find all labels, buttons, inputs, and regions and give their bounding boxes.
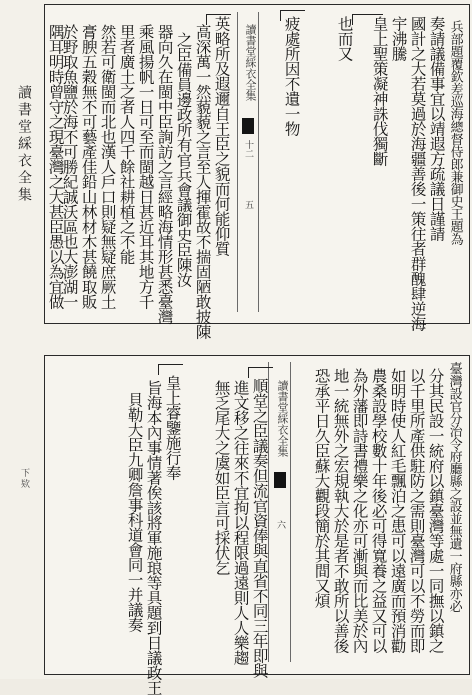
text-column: 高深萬一然藐藐之言至人揮霍故不揣固陋敢披陳 (193, 24, 212, 339)
text-column: 然若可衛閩而北也漢人戶口則疑無疑庶厥土 (98, 24, 117, 309)
text-column: 宇沸騰 (389, 16, 408, 61)
text-column: 旨海本內事情著俟該將軍施琅等具題到日議政王 (144, 380, 163, 695)
folio-mark: 六 (275, 520, 285, 529)
text-column: 於野取魚鹽於海不可勝紀誠沃區也大澎湖一 (60, 24, 79, 309)
text-column: 貝勒大臣九卿詹事科道會同一并議奏 (125, 392, 144, 632)
text-column: 兵部題覆欽差巡海總督侍郎兼御史王題為 (447, 20, 463, 245)
text-column: 為外藩即詩書禮樂之化亦可漸與而比美於內 (350, 368, 369, 653)
text-column: 也而又 (335, 16, 354, 61)
text-column: 皇上聖策凝神誅伐獨斷 (370, 16, 389, 166)
folio-mark: 十二 (243, 140, 253, 158)
book-title: 讀書堂綵衣全集 (16, 85, 32, 204)
text-column: 英略所及遐邇自王臣之貌而何能仰質 (212, 16, 231, 256)
column-divider (258, 12, 259, 312)
heading-mark (248, 367, 273, 378)
text-column: 膏腴五穀無不可藝產佳鉛山林材木甚饒取販 (79, 24, 98, 309)
column-divider (237, 12, 238, 312)
text-column: 國計之大若莫過於海疆善後一策往者群醜肆逆海 (408, 16, 427, 331)
column-divider (290, 362, 291, 662)
text-column: 隅耳明時曾守之現臺灣之大甚臣愚以為宜做 (46, 24, 65, 309)
text-column: 順堂之臣議奏但流官資俸與直省不同三年即與 (250, 378, 269, 678)
text-column: 疲處所因不遺一物 (282, 16, 301, 136)
page-label: 下欵 (19, 468, 29, 490)
text-column: 進文移之往來不宜拘以程限過遠則人人樂趨 (231, 380, 250, 665)
text-column: 農桑設學校數十年後必可得寬養之益又可以 (369, 368, 388, 653)
running-header: 讀書堂綵衣全集 (244, 24, 257, 101)
text-column: 分其民設一統府以鎮臺灣等處一同撫以鎮之 (426, 368, 445, 653)
text-column: 以千里所產供駐防之需則臺灣可以不勞而即 (407, 368, 426, 653)
text-column: 皇上睿鑒施行奉 (163, 375, 182, 480)
folio-mark: 五 (243, 200, 253, 209)
text-column: 臺灣設官分治令府廳縣之設並無遺一府縣亦必 (446, 362, 462, 612)
text-column: 如明時使人紅毛飄泊之患可以遠廣而預消勸 (388, 368, 407, 653)
heading-mark (158, 364, 183, 375)
fishtail-mark (242, 118, 254, 134)
text-column: 乘風揚帆一日可至而閩越日甚近耳其地方千 (136, 24, 155, 309)
running-header: 讀書堂綵衣全集 (276, 380, 289, 457)
text-column: 里者廣土之者人四千餘社耕植之不能 (117, 24, 136, 264)
text-column: 之臣備員邊政所有官兵會議御史臣陳汝 (174, 32, 193, 287)
text-column: 器向久在閩中臣詢訪之言經略海情形甚悉臺灣 (155, 24, 174, 324)
text-column: 奏請議備事宜以靖遐方疏議日謹請 (427, 16, 446, 241)
text-column: 無乏尾大之虞如臣言可採伏乞 (212, 380, 231, 575)
fishtail-mark (274, 472, 286, 488)
text-column: 地一統無外之宏規執大於是者不敢所以善後 (331, 368, 350, 653)
text-column: 恐承平日久臣蘇大觀段簡於其間又煩 (312, 368, 331, 608)
